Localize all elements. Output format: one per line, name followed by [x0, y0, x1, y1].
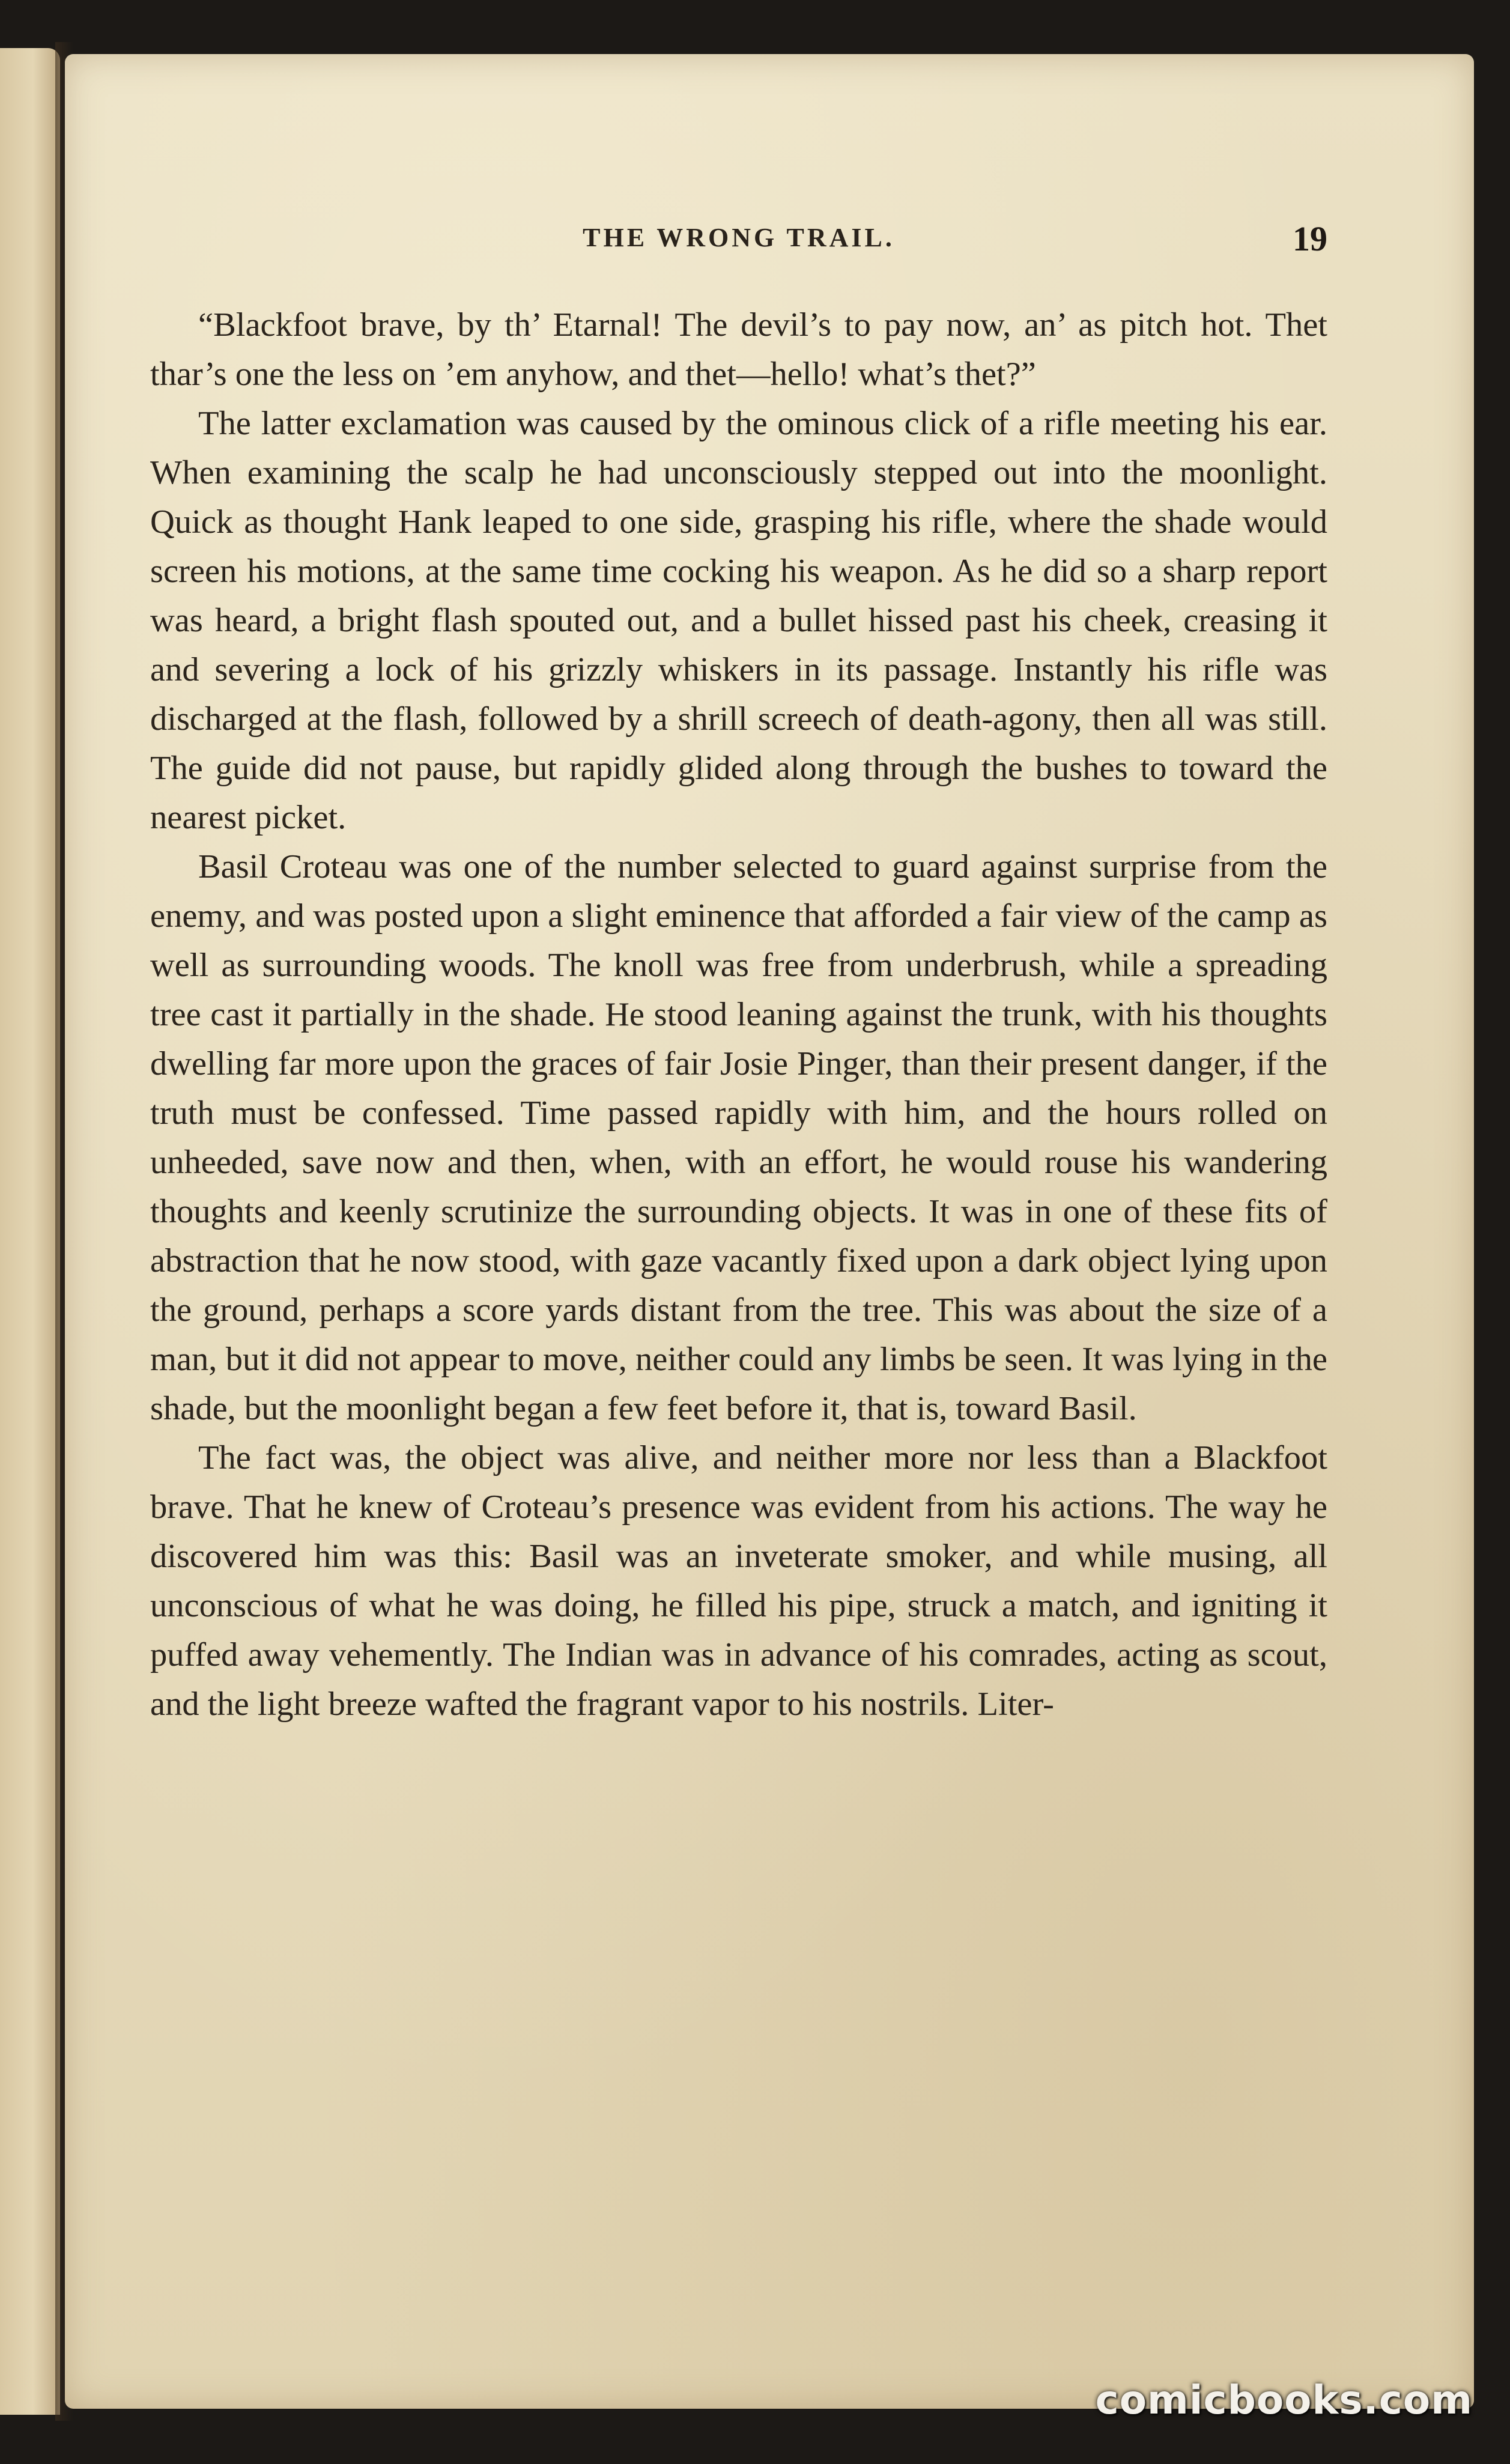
paragraph: The fact was, the object was alive, and neither more nor less than a Blackfoot brave. That he knew of Croteau’s presence was evident from his actions. The way he discovered him was this: Basil was an inveterate smoker, and while musing, all unconscious of what he was doing, he filled his pipe, struck a match, and igniting it puffed away vehemently. The Indian was in advance of his comrades, acting as scout, and the light breeze wafted the fragrant vapor to his nostrils. Liter- [150, 1439, 1327, 1723]
paragraph: The latter exclamation was caused by the ominous click of a rifle meeting his ear. When examining the scalp he had unconsciously stepped out into the moonlight. Quick as thought Hank leaped to one side, grasping his rifle, where the shade would screen his motions, at the same time cocking his weapon. As he did so a sharp report was heard, a bright flash spouted out, and a bullet hissed past his cheek, creasing it and severing a lock of his grizzly whiskers in its passage. Instantly his rifle was discharged at the flash, followed by a shrill screech of death-agony, then all was still. The guide did not pause, but rapidly glided along through the bushes to toward the nearest picket. [150, 405, 1327, 836]
paragraph: Basil Croteau was one of the number selected to guard against surprise from the enemy, and was posted upon a slight eminence that afforded a fair view of the camp as well as surrounding woods. The knoll was free from underbrush, while a spreading tree cast it partially in the shade. He stood leaning against the trunk, with his thoughts dwelling far more upon the graces of fair Josie Pinger, than their present danger, if the truth must be confessed. Time passed rapidly with him, and the hours rolled on unheeded, save now and then, when, with an effort, he would rouse his wandering thoughts and keenly scrutinize the surrounding objects. It was in one of these fits of abstraction that he now stood, with gaze vacantly fixed upon a dark object lying upon the ground, perhaps a score yards distant from the tree. This was about the size of a man, but it did not appear to move, neither could any limbs be seen. It was lying in the shade, but the moonlight began a few feet before it, that is, toward Basil. [150, 848, 1327, 1427]
running-title: THE WRONG TRAIL. [583, 223, 895, 252]
body-text [150, 300, 1327, 1729]
paragraph: “Blackfoot brave, by th’ Etarnal! The devil’s to pay now, an’ as pitch hot. Thet thar’s one the less on ’em anyhow, and thet—hello! what’s thet?” [150, 306, 1327, 393]
page-header [150, 219, 1327, 270]
site-watermark: comicbooks.com [1095, 2377, 1473, 2423]
left-page-edge [0, 48, 60, 2415]
page-number: 19 [1293, 219, 1327, 258]
